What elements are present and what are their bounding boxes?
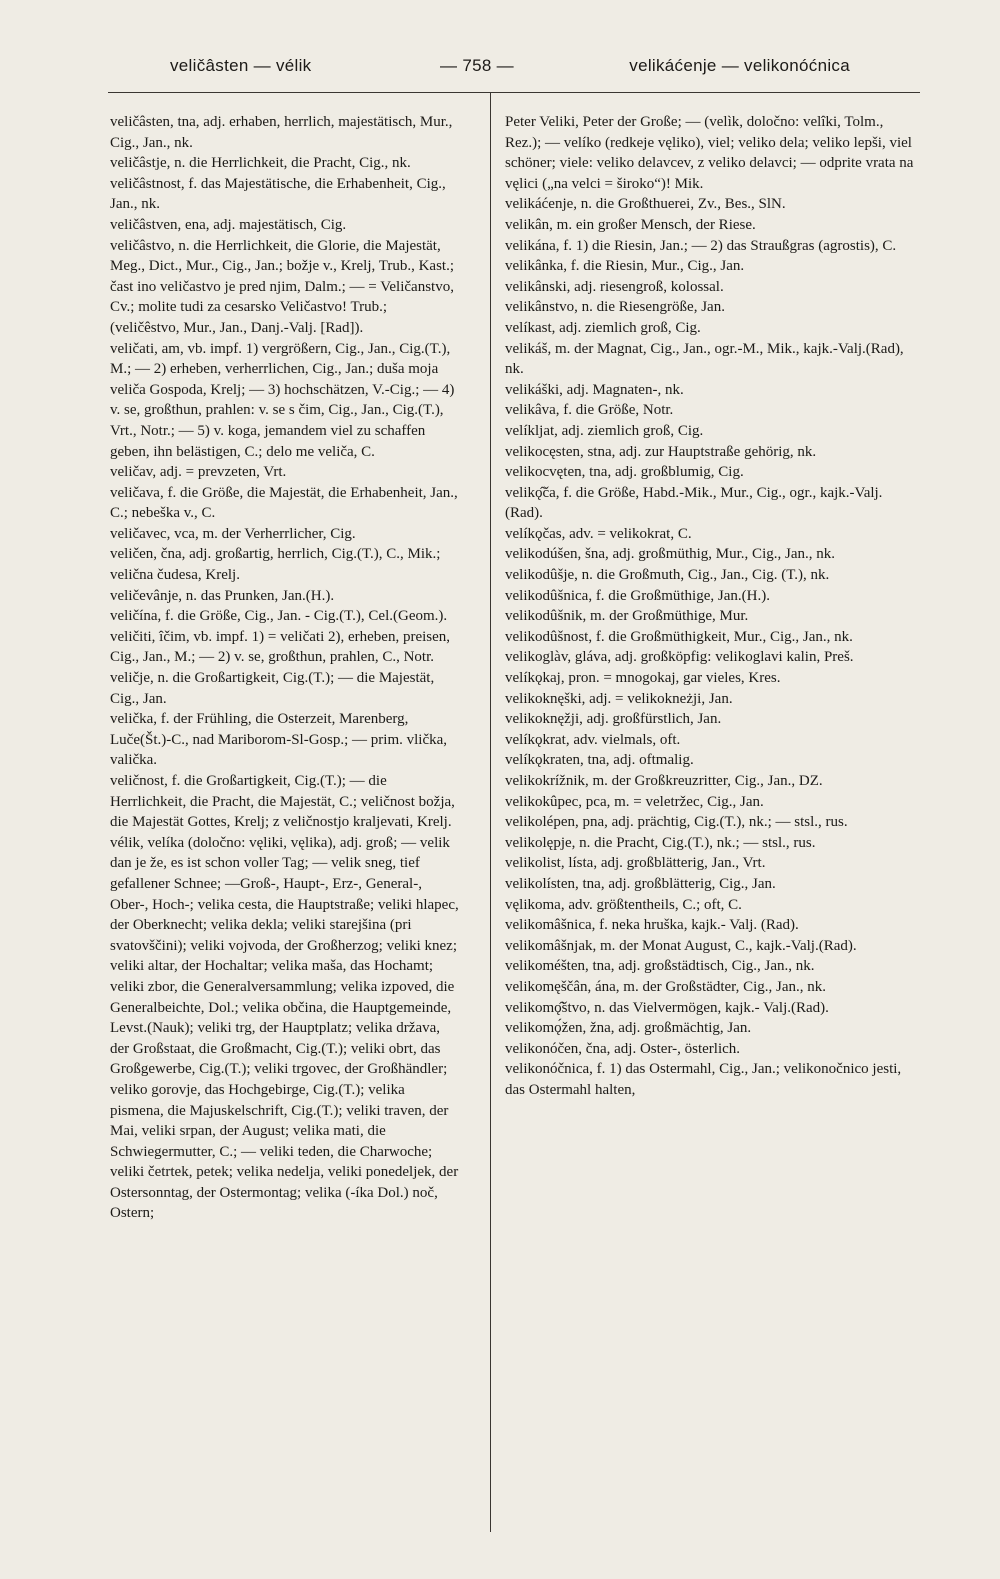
dictionary-entry: velikoméšten, tna, adj. großstädtisch, Cig., Jan., nk. [505, 958, 815, 975]
dictionary-entry: velikoknęžji, adj. großfürstlich, Jan. [505, 711, 722, 728]
dictionary-entry: veličâsten, tna, adj. erhaben, herrlich, majestätisch, Mur., Cig., Jan., nk. [110, 114, 453, 151]
dictionary-entry: veličje, n. die Großartigkeit, Cig.(T.); — die Majestät, Cig., Jan. [110, 670, 435, 707]
left-column [110, 112, 460, 1224]
dictionary-entry: velikodûšnica, f. die Großmüthige, Jan.(H.). [505, 587, 770, 604]
dictionary-entry: veličati, am, vb. impf. 1) vergrößern, Cig., Jan., Cig.(T.), M.; — 2) erheben, verherrlichen, Cig., Jan.; duša moja veliča Gospoda, Krelj; — 3) hochschätzen, V.-Cig.; — 4) v. se, großthun, prahlen: v. se s čim, Cig., Jan., Cig.(T.), Vrt., Notr.; — 5) v. koga, jemandem viel zu schaffen geben, ihn belästigen, C.; delo me veliča, C. [110, 340, 455, 460]
dictionary-entry: veličâstven, ena, adj. majestätisch, Cig. [110, 216, 347, 233]
dictionary-entry: veličâstvo, n. die Herrlichkeit, die Glorie, die Majestät, Meg., Dict., Mur., Cig., Jan.; božje v., Krelj, Trub., Kast.; čast ino veličastvo je pred njim, Dalm.; — = Veličanstvo, Cv.; molite tudi za cesarsko Veličastvo! Trub.; (veličêstvo, Mur., Jan., Danj.-Valj. [Rad]). [110, 237, 455, 336]
dictionary-entry: velikomǫ́žen, žna, adj. großmächtig, Jan. [505, 1020, 752, 1037]
dictionary-entry: velikáški, adj. Magnaten-, nk. [505, 381, 684, 398]
running-header [150, 52, 920, 86]
dictionary-entry: velikân, m. ein großer Mensch, der Riese. [505, 216, 756, 233]
dictionary-entry: veličnost, f. die Großartigkeit, Cig.(T.); — die Herrlichkeit, die Pracht, die Majestät, C.; veličnost božja, die Majestät Gottes, Krelj; z veličnostjo kraljevati, Krelj. [110, 773, 455, 831]
dictionary-entry: velíkast, adj. ziemlich groß, Cig. [505, 319, 701, 336]
dictionary-entry: velikânka, f. die Riesin, Mur., Cig., Jan. [505, 258, 745, 275]
dictionary-entry: veličava, f. die Größe, die Majestät, die Erhabenheit, Jan., C.; nebeška v., C. [110, 484, 458, 522]
dictionary-entry: velikolist, lísta, adj. großblätterig, Jan., Vrt. [505, 855, 766, 872]
dictionary-entry: velíkǫkraten, tna, adj. oftmalig. [505, 752, 694, 769]
dictionary-entry: Peter Veliki, Peter der Große; — (velìk, določno: velîki, Tolm., Rez.); — velíko (redkeje vęliko), viel; veliko dela; veliko lepši, viel schöner; viele: veliko delavcev, z veliko delavci; — odprite vrata na vęlici („na velci = široko“)! Mik. [505, 114, 914, 192]
dictionary-entry: vęlikoma, adv. größtentheils, C.; oft, C. [505, 896, 742, 913]
dictionary-entry: velikodûšje, n. die Großmuth, Cig., Jan., Cig. (T.), nk. [505, 567, 830, 584]
dictionary-entry: velikâva, f. die Größe, Notr. [505, 402, 674, 419]
dictionary-entry: velikokûpec, pca, m. = veletržec, Cig., Jan. [505, 793, 764, 810]
dictionary-entry: velikonóčnica, f. 1) das Ostermahl, Cig., Jan.; velikonočnico jesti, das Ostermahl halten, [505, 1061, 902, 1098]
right-column [505, 112, 915, 1101]
dictionary-entry: velíkljat, adj. ziemlich groß, Cig. [505, 422, 704, 439]
dictionary-entry: veličevânje, n. das Prunken, Jan.(H.). [110, 587, 335, 604]
page-number: — 758 — [440, 56, 514, 75]
dictionary-entry: vélik, velíka (določno: vęliki, vęlika), adj. groß; — velik dan je že, es ist schon voller Tag; — velik sneg, tief gefallener Schnee; —Groß-, Haupt-, Erz-, General-, Ober-, Hoch-; velika cesta, die Hauptstraße; veliki hlapec, der Oberknecht; velika dekla; veliki starejšina (pri svatovščini); veliki vojvoda, der Großherzog; veliki knez; veliki altar, der Hochaltar; velika maša, das Hochamt; veliki zbor, die Generalversammlung; velika izpoved, die Generalbeichte, Dol.; velika občina, die Hauptgemeinde, Levst.(Nauk); veliki trg, der Hauptplatz; velika država, der Großstaat, die Großmacht, Cig.(T.); veliki obrt, das Großgewerbe, Cig.(T.); veliki trgovec, der Großhändler; veliko gorovje, das Hochgebirge, Cig.(T.); velika pismena, die Majuskelschrift, Cig.(T.); veliki traven, der Mai, veliki srpan, der August; velika mati, die Schwiegermutter, C.; — veliki teden, die Charwoche; veliki četrtek, petek; velika nedelja, veliki ponedeljek, der Ostersonntag, der Ostermontag; velika (-íka Dol.) noč, Ostern; [110, 834, 459, 1222]
header-right-guideword: velikáćenje — velikonóćnica [629, 56, 850, 75]
dictionary-entry: veličâstje, n. die Herrlichkeit, die Pracht, Cig., nk. [110, 155, 411, 172]
dictionary-entry: veličâstnost, f. das Majestätische, die Erhabenheit, Cig., Jan., nk. [110, 175, 446, 213]
dictionary-entry: velikolępje, n. die Pracht, Cig.(T.), nk.; — stsl., rus. [505, 834, 816, 851]
dictionary-entry: velikolépen, pna, adj. prächtig, Cig.(T.), nk.; — stsl., rus. [505, 814, 848, 831]
column-divider [490, 92, 491, 1532]
dictionary-entry: velikomęščân, ána, m. der Großstädter, Cig., Jan., nk. [505, 978, 826, 995]
dictionary-entry: velička, f. der Frühling, die Osterzeit, Marenberg, Luče(Št.)-C., nad Mariborom-Sl-Gosp.; — prim. vlička, valička. [110, 711, 448, 769]
dictionary-entry: velíkǫčas, adv. = velikokrat, C. [505, 525, 692, 542]
dictionary-entry: velikáćenje, n. die Großthuerei, Zv., Bes., SlN. [505, 196, 786, 213]
dictionary-entry: velikonóčen, čna, adj. Oster-, österlich. [505, 1040, 741, 1057]
dictionary-entry: velikǫ̂ča, f. die Größe, Habd.-Mik., Mur., Cig., ogr., kajk.-Valj.(Rad). [505, 484, 883, 522]
header-rule [108, 92, 920, 93]
dictionary-entry: veličína, f. die Größe, Cig., Jan. - Cig.(T.), Cel.(Geom.). [110, 608, 448, 625]
dictionary-entry: velikolísten, tna, adj. großblätterig, Cig., Jan. [505, 875, 776, 892]
dictionary-entry: veličen, čna, adj. großartig, herrlich, Cig.(T.), C., Mik.; velična čudesa, Krelj. [110, 546, 441, 584]
dictionary-entry: velíkǫkrat, adv. vielmals, oft. [505, 731, 681, 748]
dictionary-entry: velikânstvo, n. die Riesengröße, Jan. [505, 299, 725, 316]
dictionary-entry: velikomǫ̂štvo, n. das Vielvermögen, kajk.- Valj.(Rad). [505, 999, 829, 1016]
dictionary-entry: velikodúšen, šna, adj. großmüthig, Mur., Cig., Jan., nk. [505, 546, 835, 563]
header-left-guideword: veličâsten — vélik [170, 56, 312, 75]
dictionary-entry: velikoglàv, gláva, adj. großköpfig: velikoglavi kalin, Preš. [505, 649, 854, 666]
dictionary-entry: velikânski, adj. riesengroß, kolossal. [505, 278, 724, 295]
dictionary-entry: velikomâšnjak, m. der Monat August, C., kajk.-Valj.(Rad). [505, 937, 857, 954]
dictionary-entry: veličavec, vca, m. der Verherrlicher, Cig. [110, 525, 356, 542]
dictionary-entry: velikomâšnica, f. neka hruška, kajk.- Valj. (Rad). [505, 917, 799, 934]
dictionary-entry: velikáš, m. der Magnat, Cig., Jan., ogr.-M., Mik., kajk.-Valj.(Rad), nk. [505, 340, 904, 378]
dictionary-entry: velíkǫkaj, pron. = mnogokaj, gar vieles, Kres. [505, 670, 781, 687]
dictionary-entry: velikodûšnost, f. die Großmüthigkeit, Mur., Cig., Jan., nk. [505, 628, 853, 645]
dictionary-entry: velikocvęten, tna, adj. großblumig, Cig. [505, 464, 744, 481]
dictionary-entry: veličav, adj. = prevzeten, Vrt. [110, 464, 287, 481]
dictionary-entry: velikodûšnik, m. der Großmüthige, Mur. [505, 608, 749, 625]
dictionary-entry: velikokrížnik, m. der Großkreuzritter, Cig., Jan., DZ. [505, 773, 823, 789]
dictionary-entry: velikocęsten, stna, adj. zur Hauptstraße gehörig, nk. [505, 443, 817, 460]
dictionary-entry: velikána, f. 1) die Riesin, Jan.; — 2) das Straußgras (agrostis), C. [505, 237, 897, 254]
dictionary-entry: veličiti, îčim, vb. impf. 1) = veličati 2), erheben, preisen, Cig., Jan., M.; — 2) v. se, großthun, prahlen, C., Notr. [110, 628, 451, 666]
dictionary-entry: velikoknęški, adj. = velikokneżji, Jan. [505, 690, 733, 707]
